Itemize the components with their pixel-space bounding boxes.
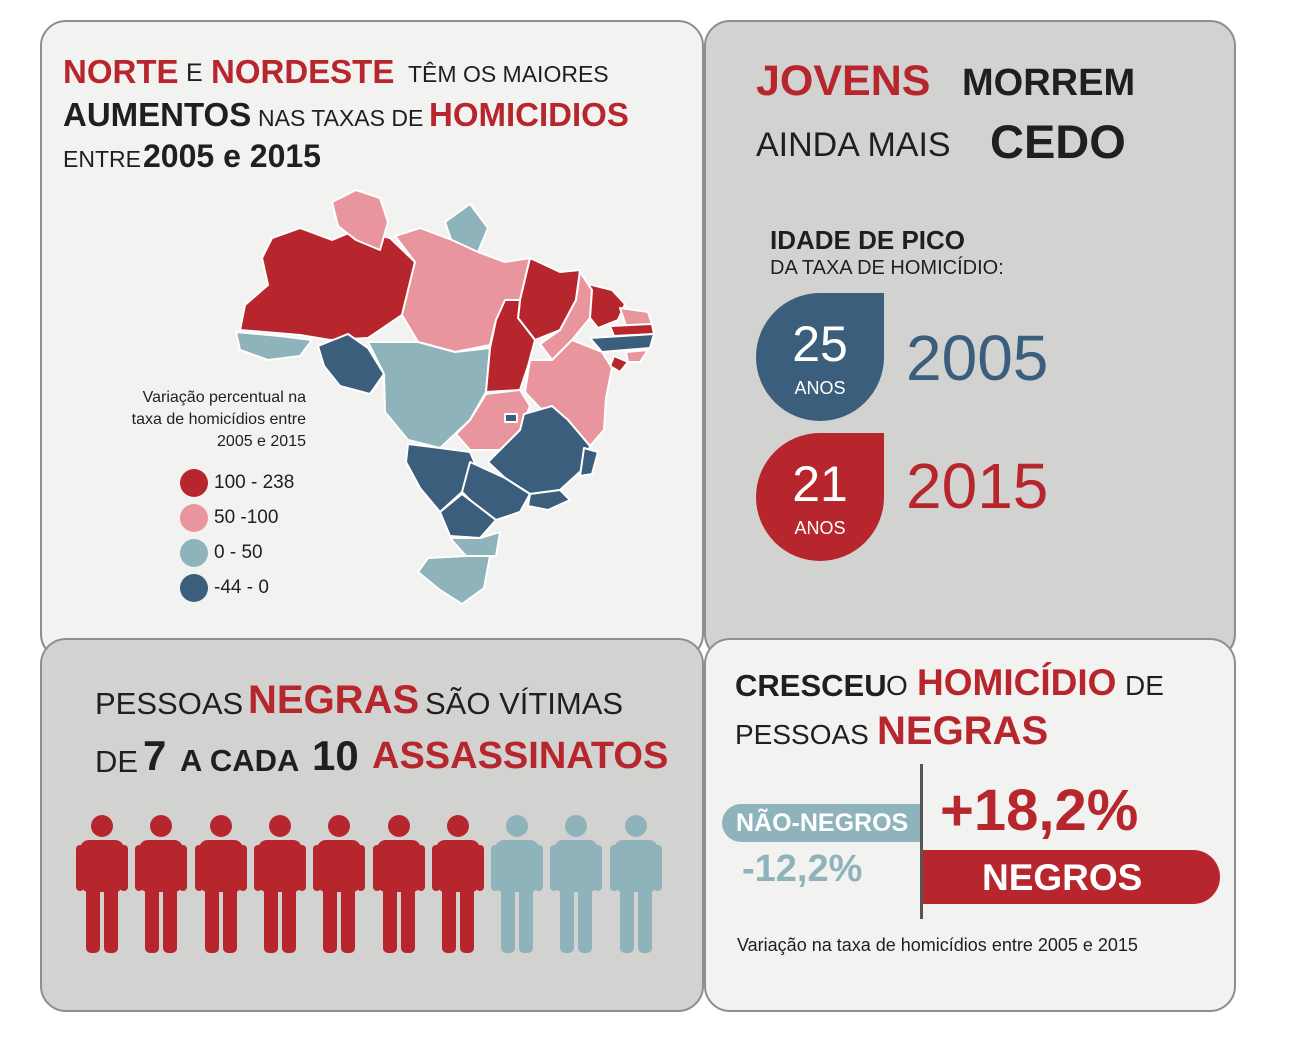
victims-a-cada: A CADA: [180, 743, 300, 778]
legend-title-line1: Variação percentual na: [142, 389, 306, 406]
state-amazonas: [240, 228, 415, 340]
state-ceara: [588, 284, 625, 328]
age-drop-2005: [756, 293, 884, 421]
age-value: 21: [792, 456, 848, 512]
growth-o: O: [886, 670, 908, 701]
state-alagoas: [626, 350, 648, 362]
person-icon: [135, 815, 187, 955]
youth-cedo: CEDO: [990, 115, 1126, 168]
legend-title-line2: taxa de homicídios entre: [131, 411, 306, 428]
age-drop-2015: [756, 433, 884, 561]
age-unit: ANOS: [794, 378, 846, 398]
black-value: +18,2%: [940, 778, 1139, 843]
brazil-map-svg: [0, 0, 704, 660]
person-icon: [432, 815, 484, 955]
victims-pessoas: PESSOAS: [95, 686, 244, 721]
state-rio-grande-do-sul: [418, 556, 490, 604]
legend-swatch-100-238: [180, 469, 208, 497]
victims-negras: NEGRAS: [248, 678, 420, 722]
person-icon: [491, 815, 543, 955]
person-icon: [550, 815, 602, 955]
person-icon: [76, 815, 128, 955]
growth-caption: Variação na taxa de homicídios entre 2005 e 2015: [737, 935, 1138, 955]
state-sergipe: [610, 356, 628, 372]
legend-label: 0 - 50: [214, 542, 263, 563]
headline-years: 2005 e 2015: [143, 138, 321, 174]
person-icon: [313, 815, 365, 955]
headline-entre: ENTRE: [63, 146, 141, 172]
youth-sub1: IDADE DE PICO: [770, 225, 966, 255]
legend-swatch-50-100: [180, 504, 208, 532]
state-espirito-santo: [580, 448, 598, 476]
headline-e: E: [186, 59, 203, 87]
victims-10: 10: [312, 732, 359, 779]
youth-ainda-mais: AINDA MAIS: [756, 126, 951, 164]
year-2015: 2015: [906, 450, 1049, 522]
victims-assassinatos: ASSASSINATOS: [372, 735, 669, 777]
growth-homicidio: HOMICÍDIO: [917, 662, 1117, 703]
growth-negras: NEGRAS: [877, 709, 1049, 753]
headline-nordeste: NORDESTE: [211, 53, 395, 90]
youth-jovens: JOVENS: [756, 57, 931, 105]
headline-norte: NORTE: [63, 53, 179, 90]
legend-swatch-neg44-0: [180, 574, 208, 602]
non-black-label: NÃO-NEGROS: [736, 809, 909, 837]
headline-tem: TÊM OS MAIORES: [408, 61, 609, 87]
victims-de: DE: [95, 744, 139, 779]
black-label: NEGROS: [982, 857, 1143, 898]
age-value: 25: [792, 316, 848, 372]
legend-swatch-0-50: [180, 539, 208, 567]
person-icon: [610, 815, 662, 955]
legend-label: 100 - 238: [214, 472, 295, 493]
age-unit: ANOS: [794, 518, 846, 538]
growth-pessoas: PESSOAS: [735, 719, 869, 750]
headline-nas-taxas: NAS TAXAS DE: [258, 105, 424, 131]
headline-homicidios: HOMICIDIOS: [429, 96, 629, 133]
growth-de: DE: [1125, 670, 1164, 701]
victims-7: 7: [143, 732, 167, 779]
legend-label: 50 -100: [214, 507, 279, 528]
year-2005: 2005: [906, 322, 1049, 394]
victims-sao-vitimas: SÃO VÍTIMAS: [425, 686, 624, 721]
legend-label: -44 - 0: [214, 577, 269, 598]
state-pernambuco: [590, 334, 654, 352]
growth-cresceu: CRESCEU: [735, 668, 887, 703]
person-icon: [195, 815, 247, 955]
person-icon: [254, 815, 306, 955]
person-icon: [373, 815, 425, 955]
non-black-value: -12,2%: [742, 848, 863, 890]
state-rio-de-janeiro: [528, 490, 570, 510]
youth-sub2: DA TAXA DE HOMICÍDIO:: [770, 257, 1004, 279]
state-acre: [236, 332, 312, 360]
youth-morrem: MORREM: [962, 62, 1136, 104]
legend-title-line3: 2005 e 2015: [217, 433, 306, 450]
headline-aumentos: AUMENTOS: [63, 96, 252, 133]
state-df: [505, 414, 517, 422]
